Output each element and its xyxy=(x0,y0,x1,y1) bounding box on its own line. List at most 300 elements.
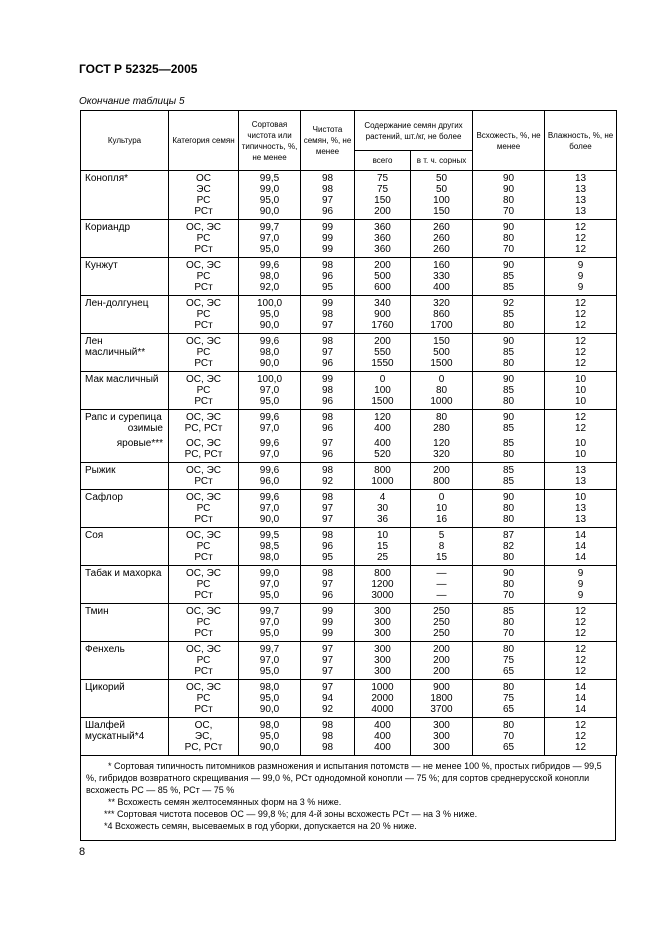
table-body xyxy=(81,171,617,756)
cell-value: 320 xyxy=(433,298,450,309)
cell-value: ЭС xyxy=(196,184,211,195)
cell-value: 9 xyxy=(577,579,584,590)
cell-moisture xyxy=(545,680,617,718)
cell-germination xyxy=(473,296,545,334)
cell-value: 12 xyxy=(574,606,587,617)
footnote-4: *4 Всхожесть семян, высеваемых в год уборки, допускается на 20 % ниже. xyxy=(104,821,417,831)
cell-value: 95,0 xyxy=(259,731,280,742)
cell-value: 150 xyxy=(433,206,450,217)
cell-value: 1500 xyxy=(430,358,453,369)
cell-value: 800 xyxy=(433,476,450,487)
cell-value: 13 xyxy=(574,476,587,487)
cell-value: 75 xyxy=(376,184,389,195)
seed-quality-table xyxy=(80,110,617,756)
cell-germination xyxy=(473,642,545,680)
cell-value: ОС, ЭС xyxy=(186,530,221,541)
cell-value: 12 xyxy=(574,644,587,655)
cell-value: 860 xyxy=(433,309,450,320)
cell-value: 14 xyxy=(574,693,587,704)
cell-value: 0 xyxy=(438,492,445,503)
cell-value: 14 xyxy=(574,552,587,563)
cell-value: 1800 xyxy=(430,693,453,704)
cell-value: 98 xyxy=(321,309,334,320)
cell-value: 12 xyxy=(574,423,587,434)
cell-value: 13 xyxy=(574,184,587,195)
cell-value: 97,0 xyxy=(259,503,280,514)
cell-category xyxy=(169,463,239,490)
cell-value: 92,0 xyxy=(259,282,280,293)
cell-value: РС xyxy=(196,579,211,590)
cell-value: 13 xyxy=(574,465,587,476)
cell-value: 260 xyxy=(433,233,450,244)
cell-value: 95 xyxy=(321,282,334,293)
cell-weeds xyxy=(411,718,473,756)
cell-value: 92 xyxy=(321,476,334,487)
cell-value: РС xyxy=(196,693,211,704)
cell-value: 900 xyxy=(374,309,391,320)
cell-crop xyxy=(81,566,169,604)
header-weeds: в т. ч. сорных xyxy=(411,151,473,171)
cell-value: 85 xyxy=(502,309,515,320)
cell-value: 99,6 xyxy=(259,336,280,347)
cell-value: 10 xyxy=(376,530,389,541)
cell-total xyxy=(355,604,411,642)
cell-value: 90 xyxy=(502,336,515,347)
cell-value: 98,5 xyxy=(259,541,280,552)
cell-germination xyxy=(473,463,545,490)
cell-value: 12 xyxy=(574,731,587,742)
cell-value: 97,0 xyxy=(259,449,280,460)
cell-value: 65 xyxy=(502,742,515,753)
cell-value: 97,0 xyxy=(259,617,280,628)
cell-value: 10 xyxy=(435,503,448,514)
cell-total xyxy=(355,258,411,296)
cell-value: 400 xyxy=(374,423,391,434)
cell-germination xyxy=(473,410,545,463)
cell-purity xyxy=(239,258,301,296)
cell-value: 92 xyxy=(321,704,334,715)
cell-value: 75 xyxy=(376,173,389,184)
cell-total xyxy=(355,642,411,680)
cell-value: 99,6 xyxy=(259,260,280,271)
cell-value: 200 xyxy=(374,260,391,271)
cell-value: 95,0 xyxy=(259,693,280,704)
cell-value: 99,7 xyxy=(259,606,280,617)
cell-total xyxy=(355,171,411,220)
cell-value: 80 xyxy=(502,579,515,590)
cell-value: 70 xyxy=(502,206,515,217)
cell-value: 80 xyxy=(502,720,515,731)
table-row xyxy=(81,490,617,528)
cell-value: 95,0 xyxy=(259,628,280,639)
cell-germination xyxy=(473,718,545,756)
cell-value: 98,0 xyxy=(259,271,280,282)
cell-total xyxy=(355,372,411,410)
cell-value: 250 xyxy=(433,606,450,617)
table-row xyxy=(81,718,617,756)
cell-value: РСт xyxy=(194,206,213,217)
cell-crop xyxy=(81,604,169,642)
cell-value: 100,0 xyxy=(256,374,283,385)
cell-value: РСт xyxy=(194,244,213,255)
cell-category xyxy=(169,372,239,410)
cell-value: — xyxy=(436,568,447,579)
cell-value: 96 xyxy=(321,271,334,282)
cell-value: 99,0 xyxy=(259,568,280,579)
cell-value: 400 xyxy=(374,742,391,753)
cell-value: 900 xyxy=(433,682,450,693)
cell-value: 95,0 xyxy=(259,309,280,320)
cell-value: 250 xyxy=(433,628,450,639)
cell-value: РС xyxy=(196,233,211,244)
footnote-1: * Сортовая типичность питомников размножения и испытания потомств — не менее 100 %, простых гибридов — 99,5 %, гибридов возвратного скрещивания — 99,0 %, РСт однодомной конопли — 75 %; для сортов среднерусской конопли всхожесть РС — 85 %, РСт — 75 % xyxy=(86,761,602,795)
cell-value: ОС, ЭС xyxy=(186,606,221,617)
cell-value: 12 xyxy=(574,720,587,731)
cell-value: 98 xyxy=(321,412,334,423)
cell-value: 400 xyxy=(433,282,450,293)
cell-crop xyxy=(81,171,169,220)
cell-cleanliness xyxy=(301,528,355,566)
cell-value: 80 xyxy=(502,617,515,628)
cell-total xyxy=(355,463,411,490)
cell-value: 0 xyxy=(379,374,386,385)
cell-value: РСт xyxy=(194,666,213,677)
cell-value: 80 xyxy=(435,412,448,423)
cell-value: РС xyxy=(196,347,211,358)
cell-crop xyxy=(81,463,169,490)
cell-germination xyxy=(473,258,545,296)
cell-moisture xyxy=(545,566,617,604)
cell-cleanliness xyxy=(301,642,355,680)
cell-value: ОС, ЭС xyxy=(186,682,221,693)
cell-moisture xyxy=(545,334,617,372)
cell-purity xyxy=(239,296,301,334)
cell-value: 96 xyxy=(321,449,334,460)
cell-value: 98 xyxy=(321,385,334,396)
cell-weeds xyxy=(411,680,473,718)
cell-moisture xyxy=(545,528,617,566)
cell-total xyxy=(355,528,411,566)
cell-value: 90,0 xyxy=(259,742,280,753)
cell-category xyxy=(169,642,239,680)
cell-value: РС, РСт xyxy=(184,742,223,753)
cell-value: 36 xyxy=(376,514,389,525)
cell-value: 70 xyxy=(502,244,515,255)
cell-value: 400 xyxy=(374,731,391,742)
cell-value: 95,0 xyxy=(259,396,280,407)
cell-germination xyxy=(473,171,545,220)
cell-cleanliness xyxy=(301,718,355,756)
cell-value: 15 xyxy=(376,541,389,552)
cell-value: 85 xyxy=(502,606,515,617)
cell-value: 80 xyxy=(502,552,515,563)
cell-germination xyxy=(473,680,545,718)
cell-value: 10 xyxy=(574,374,587,385)
cell-value: РС xyxy=(196,541,211,552)
cell-value: РСт xyxy=(194,358,213,369)
cell-value: РС xyxy=(196,617,211,628)
cell-value: 80 xyxy=(502,358,515,369)
cell-purity xyxy=(239,490,301,528)
cell-value: 85 xyxy=(502,423,515,434)
cell-value: 9 xyxy=(577,260,584,271)
cell-value: 98 xyxy=(321,465,334,476)
table-row xyxy=(81,372,617,410)
cell-value: 340 xyxy=(374,298,391,309)
cell-value: 87 xyxy=(502,530,515,541)
cell-value: 98 xyxy=(321,492,334,503)
cell-value: 90 xyxy=(502,184,515,195)
cell-value: 90,0 xyxy=(259,320,280,331)
cell-value: 70 xyxy=(502,590,515,601)
cell-value: 96 xyxy=(321,206,334,217)
cell-weeds xyxy=(411,528,473,566)
cell-value: 82 xyxy=(502,541,515,552)
cell-value: 120 xyxy=(374,412,391,423)
footnote-3: *** Сортовая чистота посевов ОС — 99,8 %; для 4-й зоны всхожесть РСт — на 3 % ниже. xyxy=(104,809,478,819)
cell-total xyxy=(355,334,411,372)
cell-value: 90 xyxy=(502,260,515,271)
cell-category xyxy=(169,604,239,642)
cell-crop xyxy=(81,296,169,334)
cell-value: РСт xyxy=(194,590,213,601)
cell-value: 300 xyxy=(433,731,450,742)
cell-value: 95,0 xyxy=(259,244,280,255)
cell-value: 30 xyxy=(376,503,389,514)
cell-value: Соя xyxy=(85,530,104,541)
cell-value: 99 xyxy=(321,374,334,385)
cell-value: 99 xyxy=(321,244,334,255)
cell-cleanliness xyxy=(301,372,355,410)
cell-value: Фенхель xyxy=(85,644,125,655)
cell-value: 80 xyxy=(502,233,515,244)
cell-value: 96 xyxy=(321,541,334,552)
header-moisture: Влажность, %, не более xyxy=(545,111,617,171)
cell-value: 12 xyxy=(574,617,587,628)
cell-value: 12 xyxy=(574,336,587,347)
cell-value: 520 xyxy=(374,449,391,460)
cell-crop xyxy=(81,258,169,296)
cell-value: 97,0 xyxy=(259,385,280,396)
cell-cleanliness xyxy=(301,680,355,718)
table-row xyxy=(81,566,617,604)
cell-weeds xyxy=(411,220,473,258)
cell-value: 95,0 xyxy=(259,666,280,677)
cell-value: 97 xyxy=(321,644,334,655)
cell-value: 300 xyxy=(433,720,450,731)
cell-value: РС xyxy=(196,195,211,206)
cell-value: 97 xyxy=(321,514,334,525)
cell-value: 1000 xyxy=(371,682,394,693)
cell-value: Мак масличный xyxy=(85,374,159,385)
cell-purity xyxy=(239,566,301,604)
header-cleanliness: Чистота семян, %, не менее xyxy=(301,111,355,171)
cell-value: 97 xyxy=(321,503,334,514)
cell-value: РСт xyxy=(194,396,213,407)
cell-category xyxy=(169,410,239,463)
cell-value: ОС, ЭС xyxy=(186,336,221,347)
cell-value: 360 xyxy=(374,233,391,244)
cell-value: 280 xyxy=(433,423,450,434)
cell-value: 96 xyxy=(321,423,334,434)
cell-value: 0 xyxy=(438,374,445,385)
cell-value: 80 xyxy=(502,503,515,514)
cell-value: 98,0 xyxy=(259,720,280,731)
cell-total xyxy=(355,718,411,756)
cell-value: 160 xyxy=(433,260,450,271)
cell-value: 85 xyxy=(502,282,515,293)
cell-value: ОС, ЭС xyxy=(186,465,221,476)
table-row xyxy=(81,680,617,718)
cell-moisture xyxy=(545,372,617,410)
cell-value: 98 xyxy=(321,184,334,195)
table-row xyxy=(81,463,617,490)
cell-value: 500 xyxy=(433,347,450,358)
cell-value: 80 xyxy=(502,449,515,460)
cell-value: 80 xyxy=(502,644,515,655)
cell-cleanliness xyxy=(301,296,355,334)
cell-value: 12 xyxy=(574,244,587,255)
cell-moisture xyxy=(545,718,617,756)
cell-value: 97 xyxy=(321,666,334,677)
cell-value: Тмин xyxy=(85,606,109,617)
cell-category xyxy=(169,171,239,220)
cell-value: 120 xyxy=(433,438,450,449)
cell-value: Кунжут xyxy=(85,260,118,271)
cell-weeds xyxy=(411,642,473,680)
table-row xyxy=(81,334,617,372)
cell-value: 99,6 xyxy=(259,465,280,476)
cell-value: 90 xyxy=(502,173,515,184)
cell-value: 300 xyxy=(374,606,391,617)
footnote-2: ** Всхожесть семян желтосемянных форм на 3 % ниже. xyxy=(108,797,342,807)
cell-cleanliness xyxy=(301,566,355,604)
cell-value: 200 xyxy=(374,336,391,347)
cell-value: 300 xyxy=(433,742,450,753)
cell-crop xyxy=(81,490,169,528)
cell-crop xyxy=(81,410,169,463)
cell-crop xyxy=(81,528,169,566)
cell-value: 90 xyxy=(502,568,515,579)
cell-value: 85 xyxy=(502,476,515,487)
cell-value: 550 xyxy=(374,347,391,358)
header-total: всего xyxy=(355,151,411,171)
cell-value: Сафлор xyxy=(85,492,123,503)
cell-value: РС xyxy=(196,655,211,666)
cell-value: — xyxy=(436,579,447,590)
cell-moisture xyxy=(545,258,617,296)
cell-value: 98 xyxy=(321,173,334,184)
cell-weeds xyxy=(411,372,473,410)
cell-value: 98,0 xyxy=(259,682,280,693)
cell-value: 98 xyxy=(321,742,334,753)
cell-value: РС, РСт xyxy=(184,423,223,434)
footnotes-box xyxy=(80,755,616,841)
cell-value: 85 xyxy=(502,271,515,282)
cell-value: 85 xyxy=(502,438,515,449)
cell-value: 97,0 xyxy=(259,655,280,666)
cell-value: 12 xyxy=(574,628,587,639)
cell-value: 1550 xyxy=(371,358,394,369)
cell-value: 12 xyxy=(574,347,587,358)
cell-value: 14 xyxy=(574,541,587,552)
cell-total xyxy=(355,410,411,463)
cell-value: РСт xyxy=(194,704,213,715)
cell-value: Цикорий xyxy=(85,682,125,693)
cell-value: 99,6 xyxy=(259,492,280,503)
cell-value: 95,0 xyxy=(259,590,280,601)
cell-value: 85 xyxy=(502,385,515,396)
cell-cleanliness xyxy=(301,334,355,372)
cell-value: 16 xyxy=(435,514,448,525)
cell-value: 13 xyxy=(574,514,587,525)
cell-value: 94 xyxy=(321,693,334,704)
cell-crop xyxy=(81,334,169,372)
cell-value: 65 xyxy=(502,704,515,715)
cell-category xyxy=(169,334,239,372)
cell-value: 13 xyxy=(574,195,587,206)
cell-value: 13 xyxy=(574,206,587,217)
cell-value: 99,5 xyxy=(259,530,280,541)
cell-value: 96 xyxy=(321,396,334,407)
cell-germination xyxy=(473,604,545,642)
cell-value: 200 xyxy=(433,644,450,655)
cell-purity xyxy=(239,410,301,463)
cell-value: 99,7 xyxy=(259,644,280,655)
cell-value: ОС, ЭС xyxy=(186,644,221,655)
cell-value: 50 xyxy=(435,184,448,195)
cell-value: 330 xyxy=(433,271,450,282)
cell-value: 360 xyxy=(374,222,391,233)
cell-value: 9 xyxy=(577,271,584,282)
cell-value: Кориандр xyxy=(85,222,131,233)
cell-moisture xyxy=(545,604,617,642)
cell-value: 200 xyxy=(374,206,391,217)
cell-value: 12 xyxy=(574,655,587,666)
cell-value: 300 xyxy=(374,628,391,639)
cell-value: 97,0 xyxy=(259,423,280,434)
cell-value: 12 xyxy=(574,320,587,331)
cell-purity xyxy=(239,334,301,372)
cell-value: 97 xyxy=(321,195,334,206)
cell-value: 250 xyxy=(433,617,450,628)
cell-value: 97 xyxy=(321,320,334,331)
cell-value: 97 xyxy=(321,655,334,666)
cell-value: ЭС, xyxy=(194,731,213,742)
cell-value: 100 xyxy=(374,385,391,396)
cell-value: РС xyxy=(196,503,211,514)
cell-value: 85 xyxy=(502,347,515,358)
cell-purity xyxy=(239,528,301,566)
cell-total xyxy=(355,680,411,718)
cell-value: 12 xyxy=(574,222,587,233)
cell-germination xyxy=(473,528,545,566)
cell-value: ОС, ЭС xyxy=(186,260,221,271)
cell-value: 8 xyxy=(438,541,445,552)
cell-value: 360 xyxy=(374,244,391,255)
cell-value: 98,0 xyxy=(259,552,280,563)
cell-value: 99,7 xyxy=(259,222,280,233)
cell-value: 70 xyxy=(502,731,515,742)
cell-value: 97 xyxy=(321,682,334,693)
table-row xyxy=(81,296,617,334)
cell-value: 4 xyxy=(379,492,386,503)
cell-value: Табак и махорка xyxy=(85,568,162,579)
cell-value: 5 xyxy=(438,530,445,541)
cell-value: 10 xyxy=(574,438,587,449)
cell-value: 500 xyxy=(374,271,391,282)
cell-value: 200 xyxy=(433,666,450,677)
